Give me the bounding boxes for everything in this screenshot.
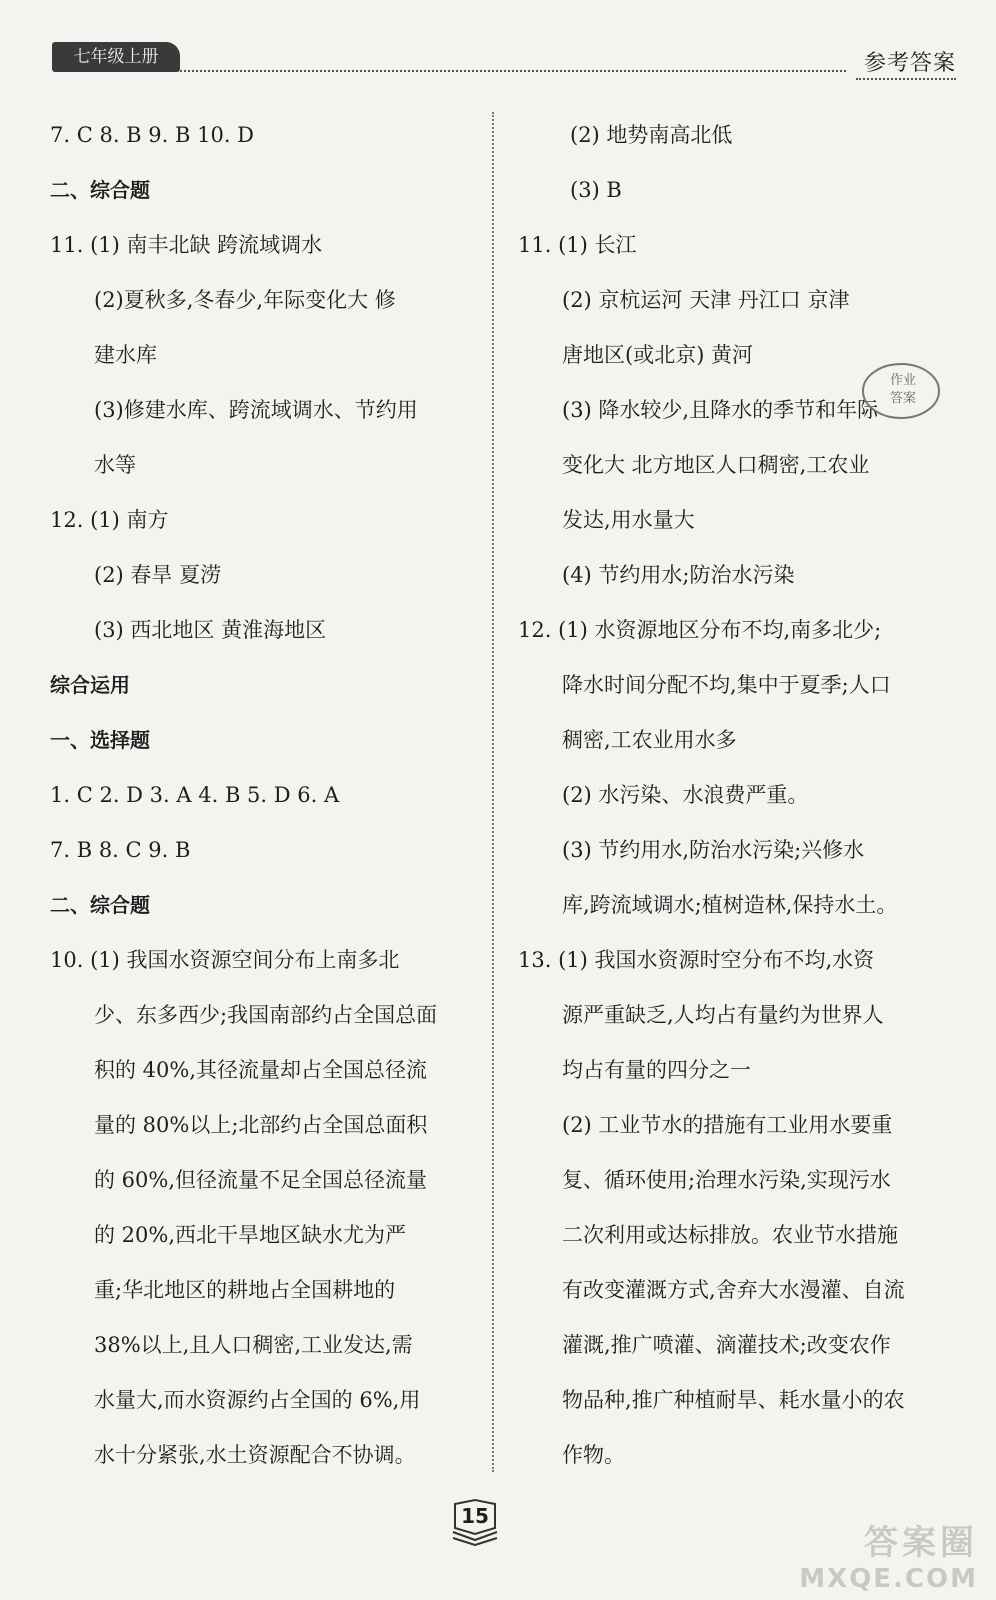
answer-line: (2) 工业节水的措施有工业用水要重 <box>562 1113 893 1137</box>
answer-line: 7. B 8. C 9. B <box>50 838 191 862</box>
watermark: 答案圈 MXQE.COM <box>799 1523 978 1594</box>
answer-line: 量的 80%以上;北部约占全国总面积 <box>94 1113 428 1137</box>
answer-line: 复、循环使用;治理水污染,实现污水 <box>562 1168 891 1192</box>
answer-line: 降水时间分配不均,集中于夏季;人口 <box>562 673 891 697</box>
answer-line: 12. (1) 南方 <box>50 508 169 532</box>
answer-line: 库,跨流域调水;植树造林,保持水土。 <box>562 893 898 917</box>
answer-line: (3) 降水较少,且降水的季节和年际 <box>562 398 879 422</box>
answer-line: (2) 京杭运河 天津 丹江口 京津 <box>562 288 850 312</box>
answer-line: 灌溉,推广喷灌、滴灌技术;改变农作 <box>562 1333 891 1357</box>
answer-line: 积的 40%,其径流量却占全国总径流 <box>94 1058 428 1082</box>
answer-line: (4) 节约用水;防治水污染 <box>562 563 795 587</box>
stamp-text: 作业 答案 <box>889 373 916 406</box>
answer-line: 变化大 北方地区人口稠密,工农业 <box>562 453 870 477</box>
answer-line: 的 60%,但径流量不足全国总径流量 <box>94 1168 428 1192</box>
right-column <box>518 108 958 1483</box>
answer-line: 7. C 8. B 9. B 10. D <box>50 123 255 147</box>
answer-line: (3)修建水库、跨流域调水、节约用 <box>94 398 418 422</box>
page-title: 参考答案 <box>863 51 956 76</box>
answer-line: 稠密,工农业用水多 <box>562 728 737 752</box>
answer-line: (3) B <box>570 178 622 202</box>
section-heading: 二、综合题 <box>50 893 150 917</box>
title-dotted-rule <box>856 78 956 80</box>
answer-line: (2)夏秋多,冬春少,年际变化大 修 <box>94 288 396 312</box>
answer-line: 10. (1) 我国水资源空间分布上南多北 <box>50 948 400 972</box>
answer-line: 13. (1) 我国水资源时空分布不均,水资 <box>518 948 875 972</box>
answer-line: 的 20%,西北干旱地区缺水尤为严 <box>94 1223 407 1247</box>
answer-line: 少、东多西少;我国南部约占全国总面 <box>94 1003 438 1027</box>
answer-line: (3) 西北地区 黄淮海地区 <box>94 618 327 642</box>
answer-line: 38%以上,且人口稠密,工业发达,需 <box>94 1333 413 1357</box>
section-heading: 二、综合题 <box>50 178 150 202</box>
answer-line: (3) 节约用水,防治水污染;兴修水 <box>562 838 865 862</box>
answer-line: 水量大,而水资源约占全国的 6%,用 <box>94 1388 421 1412</box>
header-dotted-rule <box>180 70 846 72</box>
page-number: 15 <box>461 1504 489 1528</box>
answer-line: 建水库 <box>94 343 157 367</box>
grade-tag: 七年级上册 <box>52 42 180 72</box>
answer-line: 11. (1) 南丰北缺 跨流域调水 <box>50 233 323 257</box>
section-heading: 综合运用 <box>50 673 130 697</box>
answer-line: 唐地区(或北京) 黄河 <box>562 343 754 367</box>
answer-line: 1. C 2. D 3. A 4. B 5. D 6. A <box>50 783 340 807</box>
column-divider <box>492 112 494 1472</box>
answer-line: (2) 春旱 夏涝 <box>94 563 222 587</box>
answer-line: 有改变灌溉方式,舍弃大水漫灌、自流 <box>562 1278 905 1302</box>
answer-line: (2) 地势南高北低 <box>570 123 733 147</box>
answer-line: 水等 <box>94 453 136 477</box>
answer-line: 12. (1) 水资源地区分布不均,南多北少; <box>518 618 882 642</box>
answer-line: 11. (1) 长江 <box>518 233 637 257</box>
answer-line: (2) 水污染、水浪费严重。 <box>562 783 809 807</box>
answer-line: 物品种,推广种植耐旱、耗水量小的农 <box>562 1388 905 1412</box>
answer-line: 水十分紧张,水土资源配合不协调。 <box>94 1443 416 1467</box>
answer-line: 均占有量的四分之一 <box>562 1058 751 1082</box>
left-column <box>50 108 470 1483</box>
answer-line: 源严重缺乏,人均占有量约为世界人 <box>562 1003 884 1027</box>
section-heading: 一、选择题 <box>50 728 150 752</box>
answer-line: 作物。 <box>562 1443 625 1467</box>
answer-line: 发达,用水量大 <box>562 508 695 532</box>
answer-line: 二次利用或达标排放。农业节水措施 <box>562 1223 898 1247</box>
answer-line: 重;华北地区的耕地占全国耕地的 <box>94 1278 396 1302</box>
